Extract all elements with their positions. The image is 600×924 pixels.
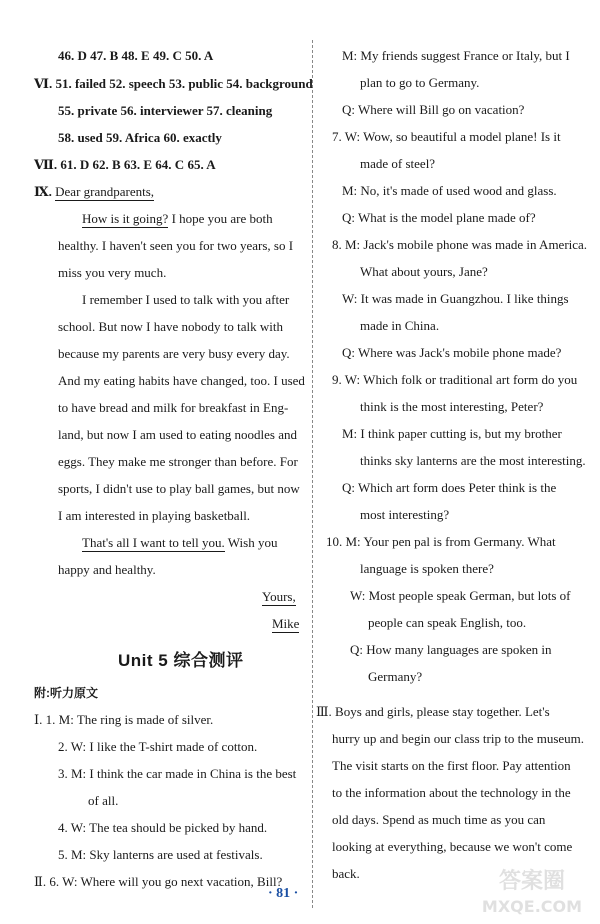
letter-p2-line4: And my eating habits have changed, too. I used <box>58 373 305 388</box>
script-line: Q: Where will Bill go on vacation? <box>342 102 525 117</box>
script-line: M: My friends suggest France or Italy, but I <box>342 48 570 63</box>
answers-61-65: Ⅶ. 61. D 62. B 63. E 64. C 65. A <box>34 157 216 172</box>
listening-i-4: 4. W: The tea should be picked by hand. <box>58 820 268 835</box>
answers-46-50: 46. D 47. B 48. E 49. C 50. A <box>58 48 214 63</box>
script-line: Q: Where was Jack's mobile phone made? <box>342 345 562 360</box>
script-line: looking at everything, because we won't come <box>332 839 573 854</box>
listening-i-2: 2. W: I like the T-shirt made of cotton. <box>58 739 258 754</box>
letter-p1-text: I hope you are both <box>168 211 273 226</box>
script-line: most interesting? <box>360 507 450 522</box>
letter-signature <box>272 616 299 632</box>
letter-p1-line1 <box>82 211 273 227</box>
script-line: Q: What is the model plane made of? <box>342 210 536 225</box>
letter-p1-underlined: How is it going? <box>82 211 169 226</box>
script-line: think is the most interesting, Peter? <box>360 399 544 414</box>
letter-p2-line5: to have bread and milk for breakfast in Eng- <box>58 400 289 415</box>
script-line: 7. W: Wow, so beautiful a model plane! Is it <box>332 129 561 144</box>
watermark-line1: 答案圈 <box>498 869 566 894</box>
listening-i-3a: 3. M: I think the car made in China is the best <box>58 766 297 781</box>
section-ix-label: Ⅸ. <box>34 184 56 199</box>
letter-p2-line2: school. But now I have nobody to talk with <box>58 319 283 334</box>
script-line: thinks sky lanterns are the most interesting. <box>360 453 586 468</box>
answers-58-60: 58. used 59. Africa 60. exactly <box>58 130 222 145</box>
script-line: people can speak English, too. <box>368 615 527 630</box>
letter-p3-line1 <box>82 535 277 551</box>
script-line: old days. Spend as much time as you can <box>332 812 546 827</box>
answers-55-57: 55. private 56. interviewer 57. cleaning <box>58 103 273 118</box>
script-line: Q: Which art form does Peter think is the <box>342 480 557 495</box>
script-line: to the information about the technology in the <box>332 785 571 800</box>
listening-script-heading: 附:听力原文 <box>34 686 98 700</box>
letter-p2-line1: I remember I used to talk with you after <box>82 292 290 307</box>
script-line: plan to go to Germany. <box>360 75 480 90</box>
letter-p1-line2: healthy. I haven't seen you for two years, so I <box>58 238 294 253</box>
letter-closing-text: Yours, <box>262 589 296 604</box>
script-line: 8. M: Jack's mobile phone was made in America. <box>332 237 588 252</box>
letter-p3-line2: happy and healthy. <box>58 562 156 577</box>
script-line: M: I think paper cutting is, but my brother <box>342 426 562 441</box>
script-line: W: It was made in Guangzhou. I like things <box>342 291 569 306</box>
listening-i-1: Ⅰ. 1. M: The ring is made of silver. <box>34 712 214 727</box>
letter-p1-line3: miss you very much. <box>58 265 167 280</box>
letter-salutation-line <box>34 184 154 200</box>
unit-title: Unit 5 综合测评 <box>118 651 244 670</box>
letter-p3-text: Wish you <box>224 535 278 550</box>
script-line: Q: How many languages are spoken in <box>350 642 552 657</box>
script-line: Germany? <box>368 669 423 684</box>
watermark-line2: MXQE.COM <box>481 897 583 916</box>
letter-salutation: Dear grandparents, <box>55 184 155 199</box>
script-line: back. <box>332 866 360 881</box>
column-divider <box>312 40 313 908</box>
answers-51-54: Ⅵ. 51. failed 52. speech 53. public 54. background <box>34 76 313 91</box>
script-line: language is spoken there? <box>360 561 494 576</box>
listening-i-3b: of all. <box>88 793 119 808</box>
script-line: 10. M: Your pen pal is from Germany. What <box>326 534 556 549</box>
script-line: made in China. <box>360 318 440 333</box>
listening-ii-6: Ⅱ. 6. W: Where will you go next vacation, Bill? <box>34 874 283 889</box>
script-line: 9. W: Which folk or traditional art form do you <box>332 372 578 387</box>
letter-p3-underlined: That's all I want to tell you. <box>82 535 225 550</box>
script-line: M: No, it's made of used wood and glass. <box>342 183 557 198</box>
script-line: The visit starts on the first floor. Pay attention <box>332 758 571 773</box>
letter-p2-line9: I am interested in playing basketball. <box>58 508 251 523</box>
watermark-logo <box>472 862 592 918</box>
letter-signature-text: Mike <box>272 616 300 631</box>
page-number: · 81 · <box>268 886 299 901</box>
letter-closing <box>262 589 296 605</box>
letter-p2-line8: sports, I didn't use to play ball games, but now <box>58 481 300 496</box>
letter-p2-line7: eggs. They make me stronger than before. For <box>58 454 298 469</box>
listening-i-5: 5. M: Sky lanterns are used at festivals. <box>58 847 263 862</box>
letter-p2-line3: because my parents are very busy every day. <box>58 346 290 361</box>
script-line: Ⅲ. Boys and girls, please stay together. Let's <box>316 704 550 719</box>
script-line: W: Most people speak German, but lots of <box>350 588 571 603</box>
script-line: What about yours, Jane? <box>360 264 488 279</box>
script-line: hurry up and begin our class trip to the museum. <box>332 731 585 746</box>
letter-p2-line6: land, but now I am used to eating noodles and <box>58 427 298 442</box>
script-line: made of steel? <box>360 156 436 171</box>
